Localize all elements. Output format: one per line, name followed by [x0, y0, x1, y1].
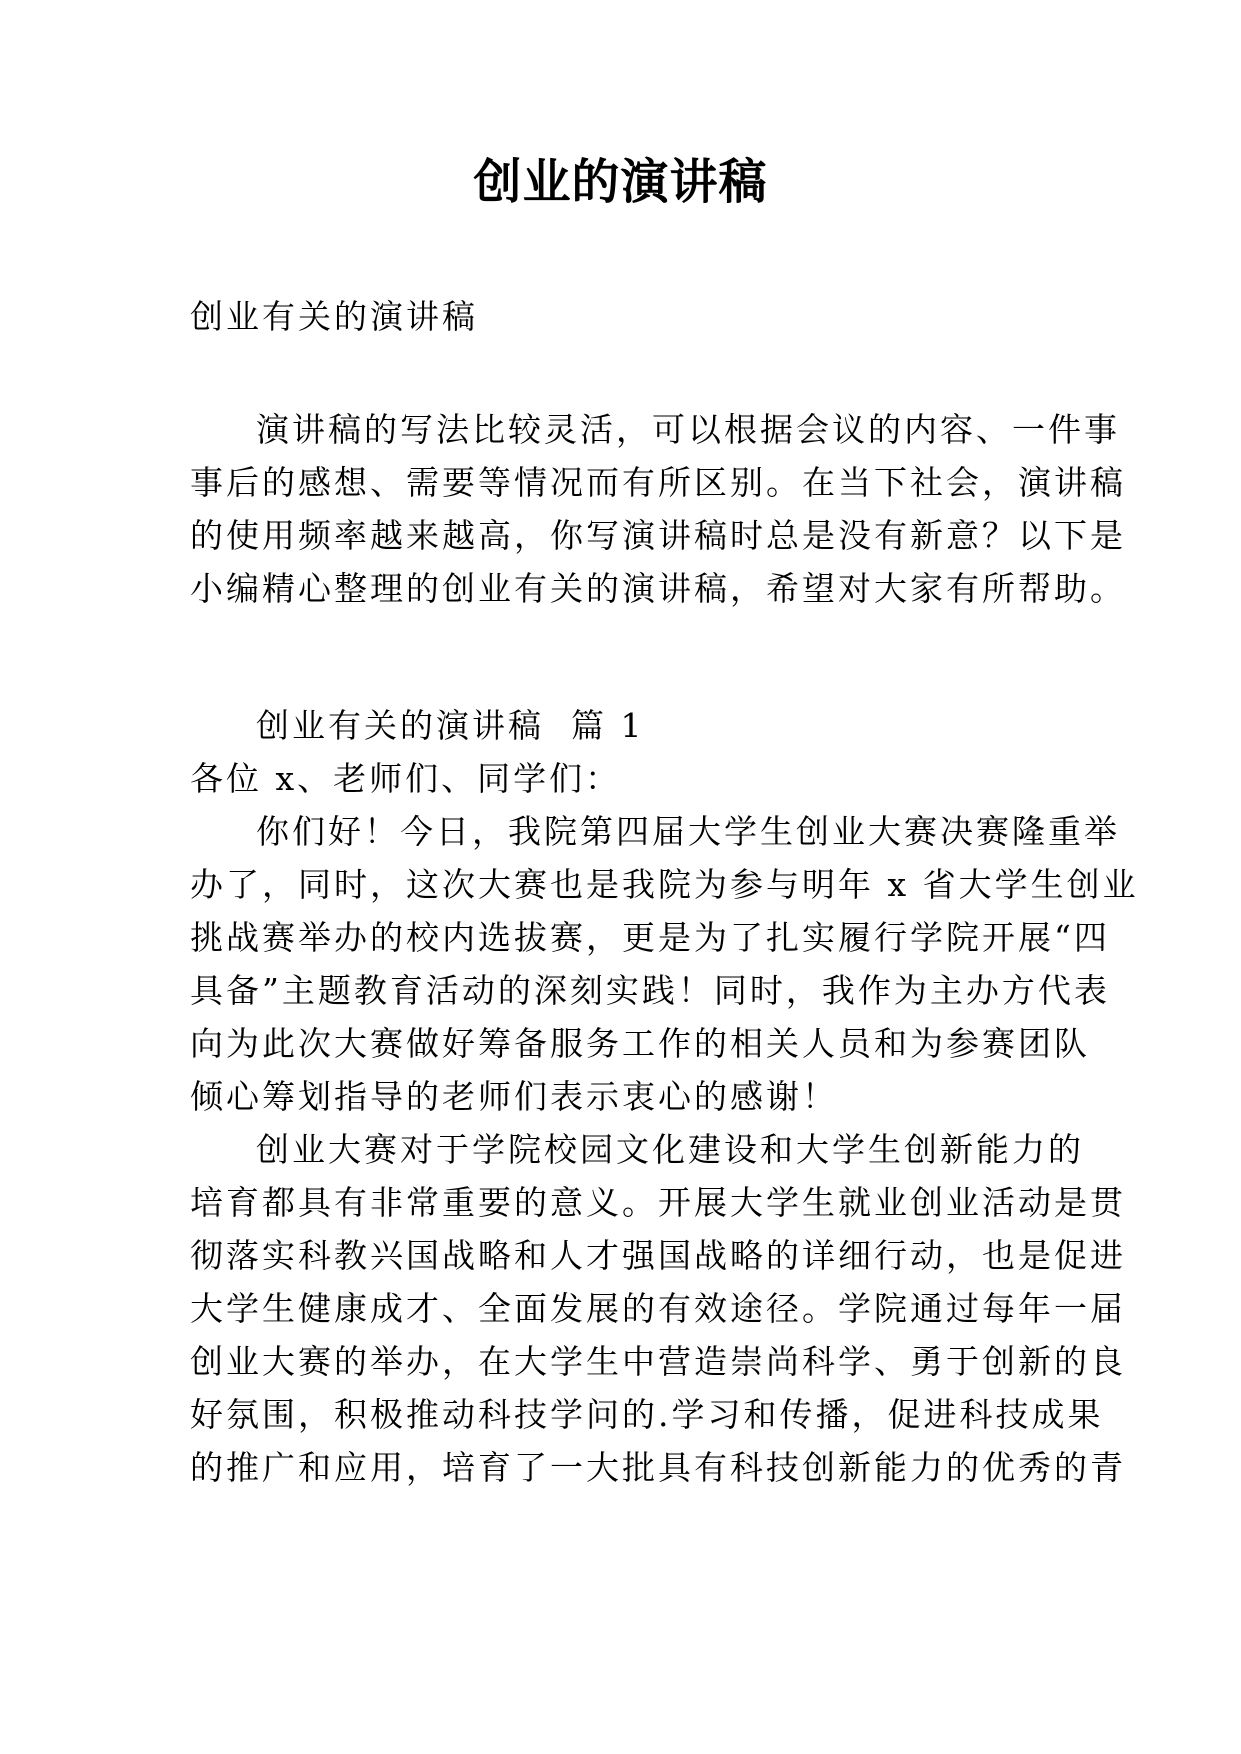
- greeting-line: 各位 x、老师们、同学们：: [190, 759, 622, 798]
- paragraph-line: 彻落实科教兴国战略和人才强国战略的详细行动，也是促进: [190, 1236, 1126, 1275]
- paragraph-line: 向为此次大赛做好筹备服务工作的相关人员和为参赛团队: [190, 1024, 1090, 1063]
- paragraph-line: 小编精心整理的创业有关的演讲稿，希望对大家有所帮助。: [190, 569, 1126, 608]
- paragraph-line: 的推广和应用，培育了一大批具有科技创新能力的优秀的青: [190, 1448, 1126, 1487]
- paragraph-line: 大学生健康成才、全面发展的有效途径。学院通过每年一届: [190, 1289, 1126, 1328]
- section-heading-line: 创业有关的演讲稿 篇 1: [256, 706, 645, 745]
- speech-paragraph-2: [190, 1123, 1126, 1494]
- subtitle-line: 创业有关的演讲稿: [190, 297, 478, 336]
- paragraph-line: 具备”主题教育活动的深刻实践！同时，我作为主办方代表: [190, 971, 1110, 1010]
- paragraph-line: 好氛围，积极推动科技学问的.学习和传播，促进科技成果: [190, 1395, 1104, 1434]
- paragraph-line: 事后的感想、需要等情况而有所区别。在当下社会，演讲稿: [190, 463, 1126, 502]
- greeting: [190, 752, 1090, 805]
- paragraph-line: 办了，同时，这次大赛也是我院为参与明年 x 省大学生创业: [190, 865, 1139, 904]
- section-heading: [190, 699, 1090, 752]
- speech-paragraph-1: [190, 805, 1139, 1123]
- paragraph-line: 演讲稿的写法比较灵活，可以根据会议的内容、一件事: [256, 410, 1120, 449]
- paragraph-line: 你们好！今日，我院第四届大学生创业大赛决赛隆重举: [256, 812, 1120, 851]
- paragraph-line: 的使用频率越来越高，你写演讲稿时总是没有新意？以下是: [190, 516, 1126, 555]
- intro-paragraph: [190, 403, 1126, 615]
- paragraph-line: 挑战赛举办的校内选拔赛，更是为了扎实履行学院开展“四: [190, 918, 1110, 957]
- document-title: 创业的演讲稿: [473, 154, 768, 210]
- paragraph-line: 创业大赛的举办，在大学生中营造崇尚科学、勇于创新的良: [190, 1342, 1126, 1381]
- document-subtitle: [190, 290, 1090, 343]
- paragraph-line: 创业大赛对于学院校园文化建设和大学生创新能力的: [256, 1130, 1084, 1169]
- paragraph-line: 培育都具有非常重要的意义。开展大学生就业创业活动是贯: [190, 1183, 1126, 1222]
- paragraph-line: 倾心筹划指导的老师们表示衷心的感谢！: [190, 1077, 838, 1116]
